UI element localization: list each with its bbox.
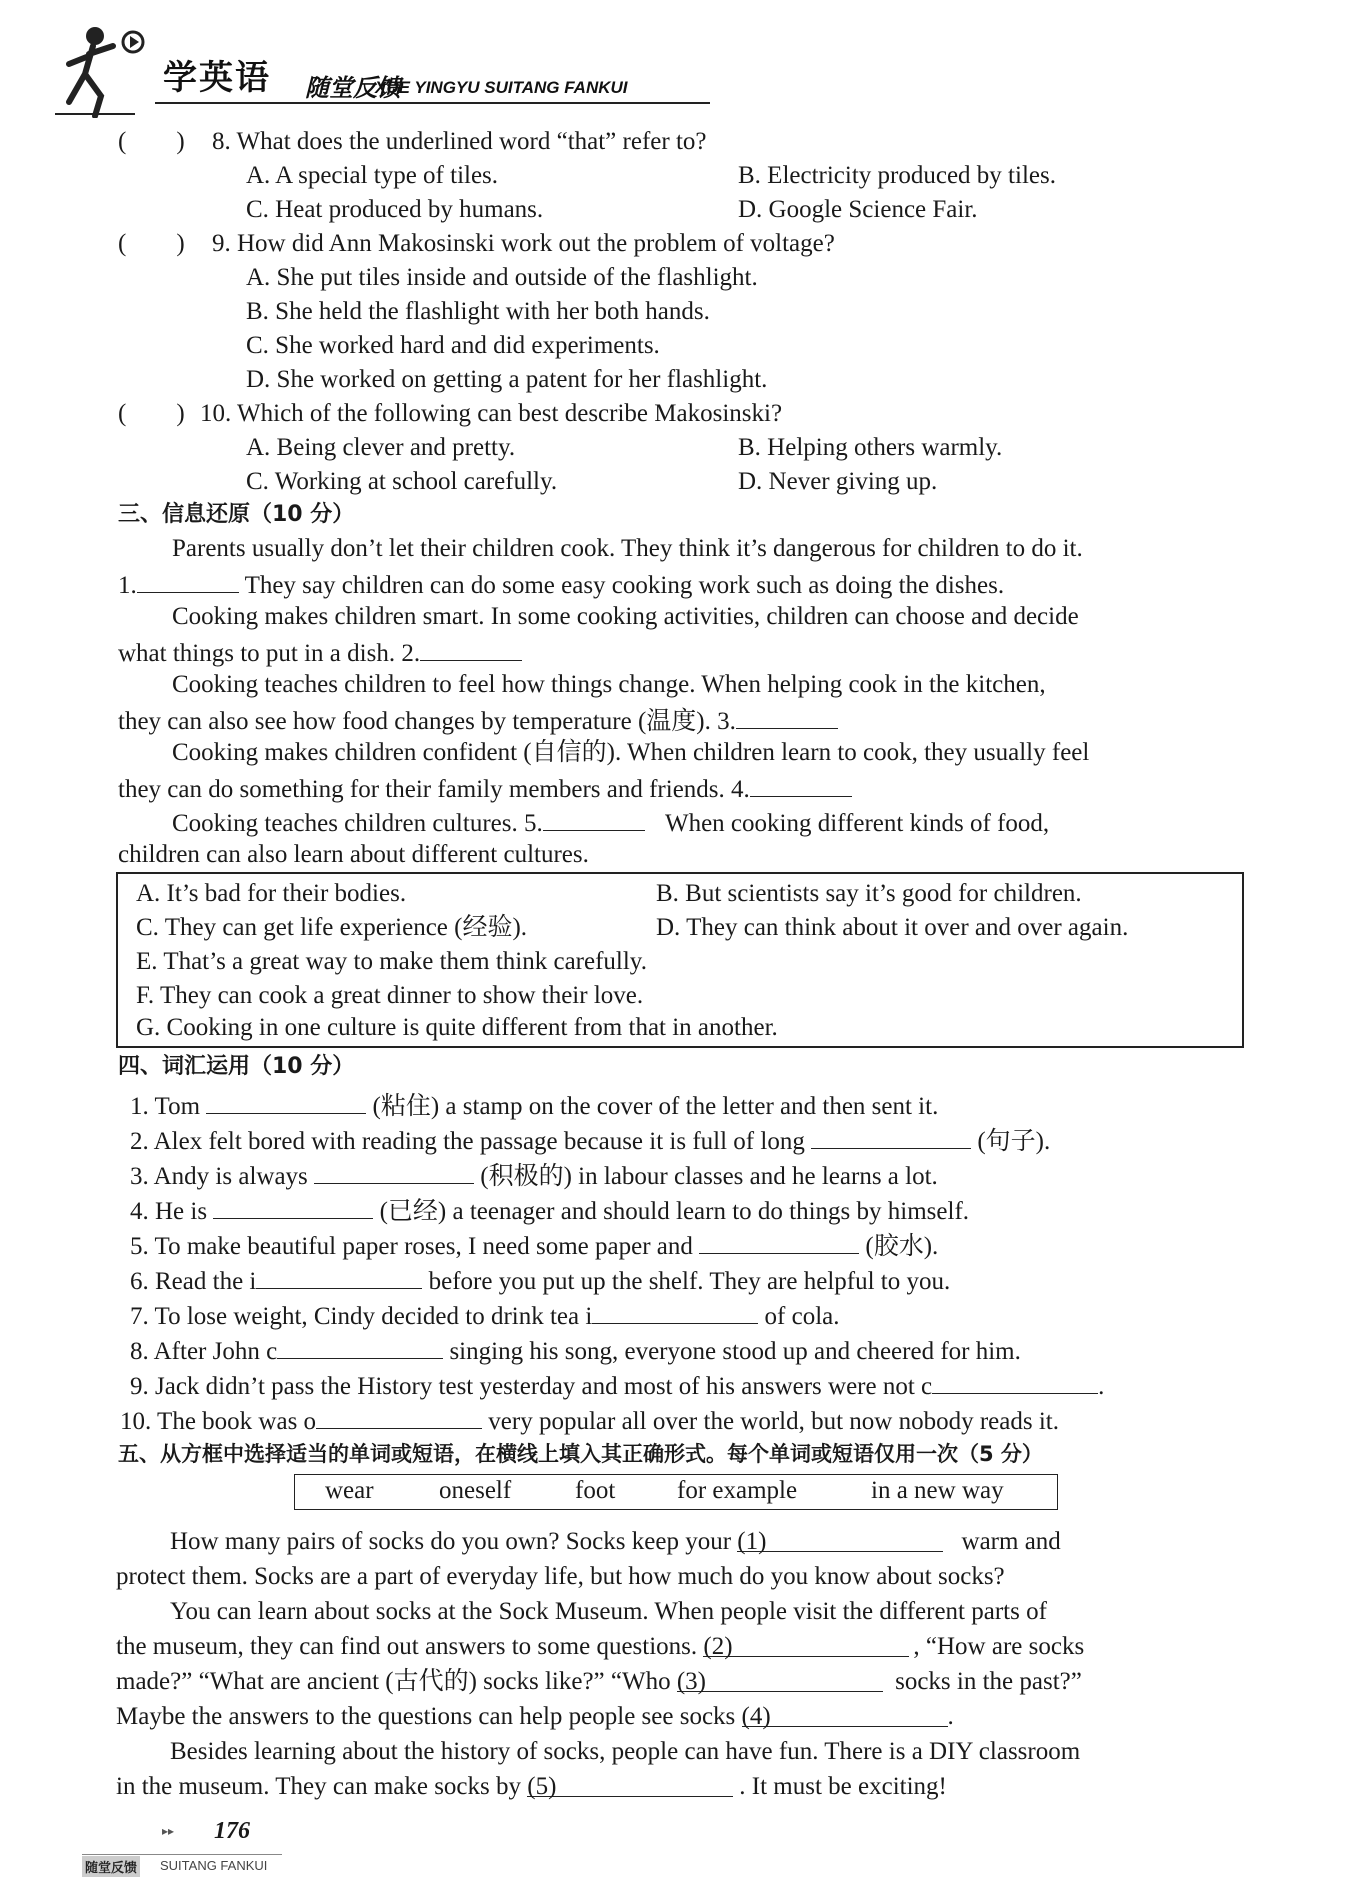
s3-blank-5[interactable]: [543, 806, 645, 831]
s3-blank-1[interactable]: [137, 568, 239, 593]
s4-item-9: 9. Jack didn’t pass the History test yesterday and most of his answers were not c .: [130, 1369, 1104, 1402]
s3-blank-2[interactable]: [420, 636, 522, 661]
question-9-option-a: A. She put tiles inside and outside of the flashlight.: [246, 264, 758, 291]
s5-line-3: You can learn about socks at the Sock Museum. When people visit the different parts of: [170, 1598, 1047, 1625]
s4-item-7: 7. To lose weight, Cindy decided to drink tea i of cola.: [130, 1299, 840, 1332]
s5-word-2: oneself: [439, 1477, 512, 1504]
s3-option-e: E. That’s a great way to make them think carefully.: [136, 948, 647, 975]
s5-blank-4[interactable]: (4): [742, 1702, 948, 1727]
footer-label-en: SUITANG FANKUI: [160, 1858, 268, 1873]
s3-para5-line2: children can also learn about different cultures.: [118, 841, 589, 868]
s4-item-10: 10. The book was o very popular all over the world, but now nobody reads it.: [120, 1404, 1059, 1437]
s4-blank-1[interactable]: [206, 1089, 366, 1114]
s3-para4-line1: Cooking makes children confident (自信的). When children learn to cook, they usually feel: [172, 739, 1090, 766]
s5-blank-3[interactable]: (3): [677, 1667, 883, 1692]
logo-pinyin: XUE YINGYU SUITANG FANKUI: [375, 78, 628, 97]
s4-item-8: 8. After John c singing his song, everyone stood up and cheered for him.: [130, 1334, 1021, 1367]
s3-para2-line1: Cooking makes children smart. In some cooking activities, children can choose and decide: [172, 603, 1079, 630]
section-3-title: 三、信息还原（10 分）: [118, 502, 355, 527]
s5-blank-5[interactable]: (5): [527, 1772, 733, 1797]
s3-blank-2-number: 2.: [401, 640, 421, 667]
answer-paren-9[interactable]: ( ): [118, 230, 185, 257]
footer-label: 随堂反馈: [82, 1856, 140, 1877]
question-8-option-d: D. Google Science Fair.: [738, 196, 978, 223]
section-4-title: 四、词汇运用（10 分）: [118, 1054, 355, 1079]
question-10-option-d: D. Never giving up.: [738, 468, 938, 495]
s5-blank-1[interactable]: (1): [737, 1527, 943, 1552]
s3-option-a: A. It’s bad for their bodies.: [136, 880, 407, 907]
s4-item-6: 6. Read the i before you put up the shelf. They are helpful to you.: [130, 1264, 950, 1297]
s3-blank-3[interactable]: [736, 704, 838, 729]
question-10-option-b: B. Helping others warmly.: [738, 434, 1003, 461]
s5-blank-2[interactable]: (2): [703, 1632, 909, 1657]
s3-option-d: D. They can think about it over and over again.: [656, 914, 1129, 941]
question-8-option-c: C. Heat produced by humans.: [246, 196, 544, 223]
s4-blank-2[interactable]: [811, 1124, 971, 1149]
s3-blank-4[interactable]: [750, 772, 852, 797]
question-9-option-b: B. She held the flashlight with her both hands.: [246, 298, 710, 325]
s5-line-1: How many pairs of socks do you own? Socks keep your (1) warm and: [170, 1528, 1061, 1555]
question-9-option-d: D. She worked on getting a patent for her flashlight.: [246, 366, 768, 393]
s4-blank-4[interactable]: [213, 1194, 373, 1219]
s3-para2-line2: what things to put in a dish. 2.: [118, 636, 522, 669]
s3-blank-3-number: 3.: [717, 708, 736, 735]
s5-line-8: in the museum. They can make socks by (5) . It must be exciting!: [116, 1773, 947, 1800]
s3-option-f: F. They can cook a great dinner to show their love.: [136, 982, 644, 1009]
s3-blank-4-number: 4.: [731, 776, 750, 803]
logo-title: 学英语: [163, 58, 271, 98]
question-9-option-c: C. She worked hard and did experiments.: [246, 332, 660, 359]
s5-line-5: made?” “What are ancient (古代的) socks like?” “Who (3) socks in the past?”: [116, 1668, 1082, 1695]
footer-rule: [82, 1854, 282, 1855]
page-header: [55, 18, 655, 118]
page-number: 176: [214, 1818, 250, 1844]
s3-option-c: C. They can get life experience (经验).: [136, 914, 528, 941]
s5-word-4: for example: [677, 1477, 798, 1504]
s5-word-5: in a new way: [871, 1477, 1004, 1504]
section-5-title: 五、从方框中选择适当的单词或短语，在横线上填入其正确形式。每个单词或短语仅用一次（5 分）: [118, 1442, 1043, 1466]
question-10-option-a: A. Being clever and pretty.: [246, 434, 516, 461]
s3-blank-1-number: 1.: [118, 572, 137, 599]
page-footer: [82, 1818, 282, 1878]
s3-para1-line2: 1. They say children can do some easy cooking work such as doing the dishes.: [118, 568, 1004, 601]
s4-item-1: 1. Tom (粘住) a stamp on the cover of the letter and then sent it.: [130, 1089, 938, 1122]
s5-line-4: the museum, they can find out answers to some questions. (2) , “How are socks: [116, 1633, 1085, 1660]
s3-para4-line2: they can do something for their family members and friends. 4.: [118, 772, 852, 805]
s4-blank-7[interactable]: [592, 1299, 758, 1324]
s3-option-b: B. But scientists say it’s good for children.: [656, 880, 1082, 907]
s3-blank-5-number: 5.: [523, 810, 543, 837]
s5-word-3: foot: [575, 1477, 616, 1504]
s4-blank-10[interactable]: [316, 1404, 482, 1429]
s4-item-2: 2. Alex felt bored with reading the passage because it is full of long (句子).: [130, 1124, 1050, 1157]
question-9-stem: 9. How did Ann Makosinski work out the problem of voltage?: [212, 230, 835, 257]
s4-item-3: 3. Andy is always (积极的) in labour classes and he learns a lot.: [130, 1159, 938, 1192]
s5-word-1: wear: [325, 1477, 374, 1504]
s4-blank-3[interactable]: [314, 1159, 474, 1184]
question-8-option-b: B. Electricity produced by tiles.: [738, 162, 1056, 189]
question-8-stem: 8. What does the underlined word “that” refer to?: [212, 128, 707, 155]
s4-blank-8[interactable]: [277, 1334, 443, 1359]
question-10-option-c: C. Working at school carefully.: [246, 468, 558, 495]
s4-item-4: 4. He is (已经) a teenager and should learn to do things by himself.: [130, 1194, 969, 1227]
s3-para3-line2: they can also see how food changes by temperature (温度). 3.: [118, 704, 838, 737]
answer-paren-8[interactable]: ( ): [118, 128, 185, 155]
s3-option-g: G. Cooking in one culture is quite different from that in another.: [136, 1014, 778, 1041]
logo-subtitle: 随堂反馈: [305, 74, 401, 102]
s5-line-6: Maybe the answers to the questions can help people see socks (4) .: [116, 1703, 954, 1730]
s3-para3-line1: Cooking teaches children to feel how things change. When helping cook in the kitchen,: [172, 671, 1046, 698]
question-10-stem: 10. Which of the following can best describe Makosinski?: [200, 400, 783, 427]
s3-para1-line1: Parents usually don’t let their children cook. They think it’s dangerous for children to do it.: [172, 535, 1083, 562]
s4-blank-5[interactable]: [699, 1229, 859, 1254]
arrow-icon: ▸▸: [162, 1824, 175, 1838]
s4-blank-9[interactable]: [932, 1369, 1098, 1394]
header-rule: [155, 102, 710, 104]
s4-item-5: 5. To make beautiful paper roses, I need some paper and (胶水).: [130, 1229, 938, 1262]
s5-line-7: Besides learning about the history of socks, people can have fun. There is a DIY classroom: [170, 1738, 1081, 1765]
answer-paren-10[interactable]: ( ): [118, 400, 185, 427]
s4-blank-6[interactable]: [256, 1264, 422, 1289]
s5-word-box: [294, 1474, 1058, 1510]
question-8-option-a: A. A special type of tiles.: [246, 162, 499, 189]
runner-logo-icon: [55, 22, 145, 118]
s5-line-2: protect them. Socks are a part of everyday life, but how much do you know about socks?: [116, 1563, 1005, 1590]
s3-para5-line1: Cooking teaches children cultures. 5. When cooking different kinds of food,: [172, 806, 1049, 839]
